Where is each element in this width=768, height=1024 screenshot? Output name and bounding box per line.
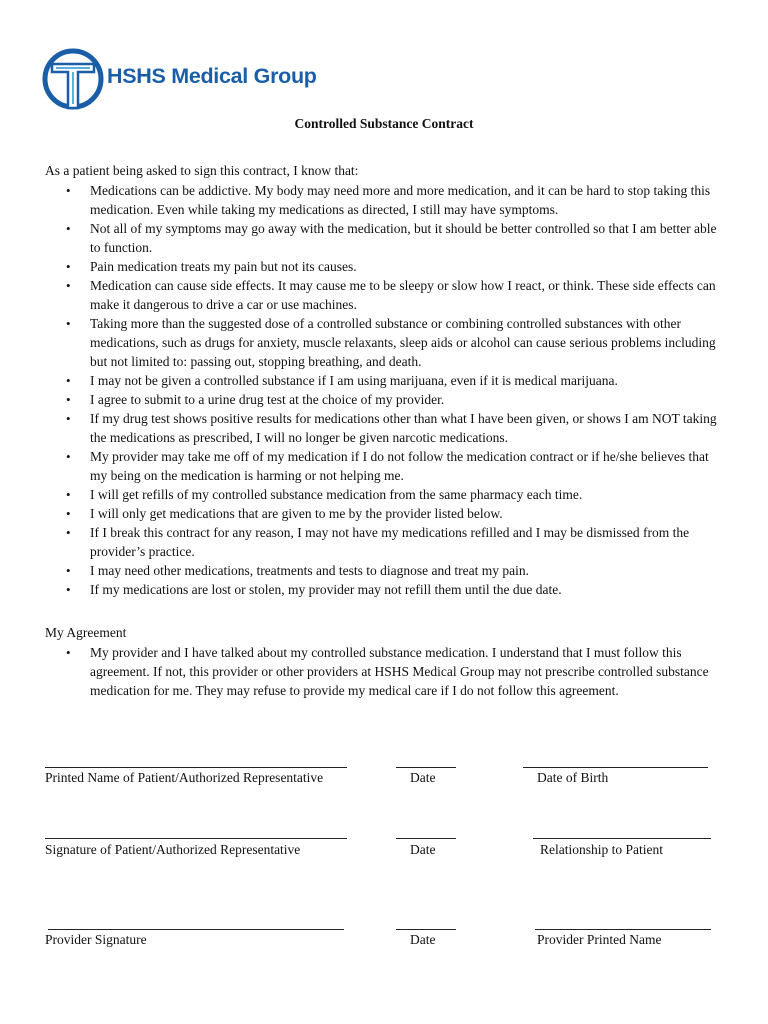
relationship-label: Relationship to Patient [540,842,663,857]
list-item [45,485,725,504]
list-item-text: I will get refills of my controlled substance medication from the same pharmacy each time. [90,487,583,502]
list-item [45,409,725,447]
patient-signature-line[interactable] [45,838,347,839]
bullet-icon: • [66,449,71,464]
printed-name-label: Printed Name of Patient/Authorized Representative [45,770,324,785]
list-item [45,561,725,580]
bullet-icon: • [66,221,71,236]
bullet-icon: • [66,645,71,660]
bullet-icon: • [66,278,71,293]
list-item [45,643,725,700]
bullet-icon: • [66,183,71,198]
bullet-icon: • [66,392,71,407]
contract-terms-list [45,181,725,599]
list-item [45,181,725,219]
intro-text: As a patient being asked to sign this contract, I know that: [45,163,359,178]
hshs-logo [42,42,317,114]
date-label: Date [410,842,436,857]
list-item [45,276,725,314]
list-item-text: I agree to submit to a urine drug test at the choice of my provider. [90,392,445,407]
provider-printed-name-label: Provider Printed Name [537,932,662,947]
document-title: Controlled Substance Contract [294,116,474,131]
bullet-icon: • [66,563,71,578]
date-line[interactable] [396,767,456,768]
bullet-icon: • [66,373,71,388]
date-of-birth-label: Date of Birth [537,770,609,785]
list-item [45,580,725,599]
provider-signature-label: Provider Signature [45,932,147,947]
bullet-icon: • [66,506,71,521]
list-item [45,390,725,409]
list-item-text: Taking more than the suggested dose of a controlled substance or combining controlled substances with other medications, such as drugs for anxiety, muscle relaxants, sleep aids or alcohol can cause serious problems including but not limited to: passing out, stopping breathing, and death. [90,316,716,369]
patient-signature-label: Signature of Patient/Authorized Representative [45,842,301,857]
printed-name-line[interactable] [45,767,347,768]
bullet-icon: • [66,525,71,540]
agreement-list [45,643,725,700]
list-item [45,523,725,561]
list-item-text: Not all of my symptoms may go away with the medication, but it should be better controlled so that I am better able to function. [90,221,717,255]
agreement-heading: My Agreement [45,625,127,640]
bullet-icon: • [66,487,71,502]
provider-signature-line[interactable] [48,929,344,930]
list-item [45,314,725,371]
list-item-text: Pain medication treats my pain but not its causes. [90,259,357,274]
list-item-text: My provider and I have talked about my controlled substance medication. I understand that I must follow this agreement. If not, this provider or other providers at HSHS Medical Group may not prescribe controlled substance medication for me. They may refuse to provide my medical care if I do not follow this agreement. [90,645,709,698]
list-item-text: I may need other medications, treatments and tests to diagnose and treat my pain. [90,563,529,578]
date-label: Date [410,932,436,947]
relationship-line[interactable] [533,838,711,839]
bullet-icon: • [66,316,71,331]
list-item [45,447,725,485]
date-line[interactable] [396,929,456,930]
bullet-icon: • [66,259,71,274]
list-item [45,371,725,390]
list-item-text: Medications can be addictive. My body may need more and more medication, and it can be hard to stop taking this medication. Even while taking my medications as directed, I still may have symptoms. [90,183,711,217]
hshs-cross-logo-icon [42,42,104,114]
list-item [45,504,725,523]
list-item-text: My provider may take me off of my medication if I do not follow the medication contract or if he/she believes that my being on the medication is harming or not helping me. [90,449,709,483]
list-item-text: I will only get medications that are given to me by the provider listed below. [90,506,503,521]
provider-printed-name-line[interactable] [535,929,711,930]
list-item-text: If I break this contract for any reason, I may not have my medications refilled and I may be dismissed from the provider’s practice. [90,525,690,559]
logo-text: HSHS Medical Group [107,64,317,88]
bullet-icon: • [66,582,71,597]
list-item [45,219,725,257]
date-label: Date [410,770,436,785]
list-item-text: I may not be given a controlled substance if I am using marijuana, even if it is medical marijuana. [90,373,618,388]
list-item-text: If my medications are lost or stolen, my provider may not refill them until the due date. [90,582,562,597]
date-line[interactable] [396,838,456,839]
list-item-text: Medication can cause side effects. It may cause me to be sleepy or slow how I react, or think. These side effects can make it dangerous to drive a car or use machines. [90,278,716,312]
list-item [45,257,725,276]
bullet-icon: • [66,411,71,426]
list-item-text: If my drug test shows positive results for medications other than what I have been given, or shows I am NOT taking the medications as prescribed, I will no longer be given narcotic medications. [90,411,717,445]
date-of-birth-line[interactable] [523,767,708,768]
